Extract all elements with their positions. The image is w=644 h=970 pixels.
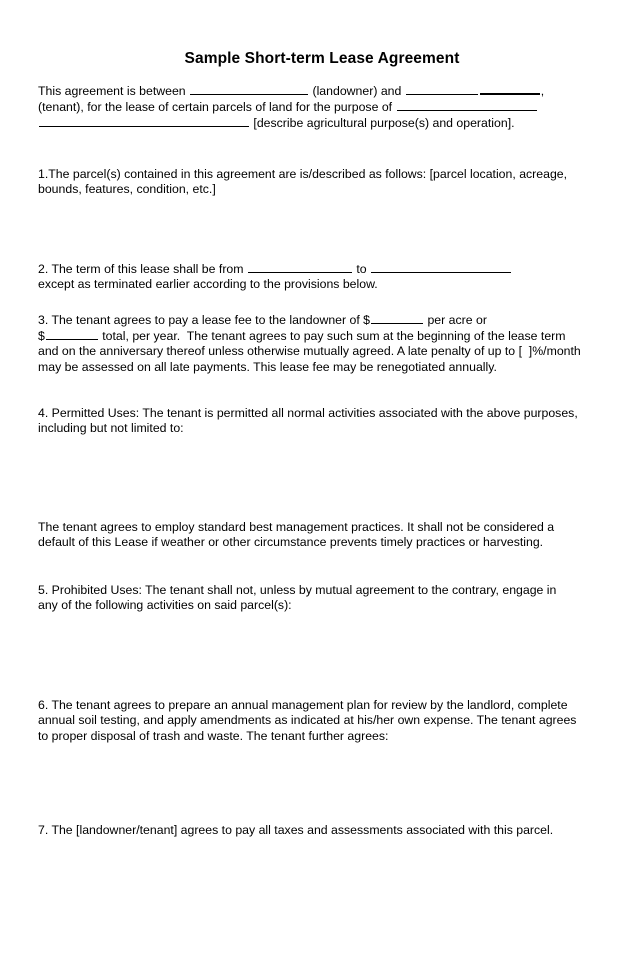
clause-3-per-acre: per acre or xyxy=(424,312,487,327)
landowner-name-blank[interactable] xyxy=(190,83,308,95)
fee-total-blank[interactable] xyxy=(46,328,98,340)
lease-end-date-blank[interactable] xyxy=(371,261,511,273)
intro-text-describe: [describe agricultural purpose(s) and operation]. xyxy=(250,116,515,131)
page-title: Sample Short-term Lease Agreement xyxy=(184,50,460,67)
clause-4-text: 4. Permitted Uses: The tenant is permitted all normal activities associated with the above purposes, including but not limited to: xyxy=(38,406,582,436)
clause-4-continuation-text: The tenant agrees to employ standard best management practices. It shall not be considered a default of this Lease if weather or other circumstance prevents timely practices or harvesting. xyxy=(38,520,558,550)
clause-6-text: 6. The tenant agrees to prepare an annual management plan for review by the landlord, complete annual soil testing, and apply amendments as indicated at his/her own expense. The tenant agrees to proper disposal of trash and waste. The tenant further agrees: xyxy=(38,698,580,743)
intro-text-landowner-label: (landowner) and xyxy=(309,83,405,98)
purpose-blank-line2[interactable] xyxy=(39,115,249,127)
clause-7-text: 7. The [landowner/tenant] agrees to pay all taxes and assessments associated with this parcel. xyxy=(38,823,554,837)
clause-5-text: 5. Prohibited Uses: The tenant shall not, unless by mutual agreement to the contrary, engage in any of the following activities on said parcel(s): xyxy=(38,583,560,613)
intro-text-before-landowner-blank: This agreement is between xyxy=(38,83,190,98)
intro-comma: , xyxy=(540,83,545,98)
clause-2-text xyxy=(38,261,588,292)
clause-3-lead: 3. The tenant agrees to pay a lease fee to the landowner of $ xyxy=(38,312,371,327)
intro-paragraph xyxy=(38,82,590,131)
lease-start-date-blank[interactable] xyxy=(248,261,352,273)
clause-2-lead: 2. The term of this lease shall be from xyxy=(38,261,247,276)
tenant-name-blank-part2[interactable] xyxy=(480,82,540,95)
clause-3-tail: total, per year. The tenant agrees to pay such sum at the beginning of the lease term and on the anniversary thereof unless otherwise mutually agreed. A late penalty of up to [ ]%/month may be assessed on all late payments. This lease fee may be renegotiated annually. xyxy=(38,328,585,374)
intro-text-tenant-line: (tenant), for the lease of certain parcels of land for the purpose of xyxy=(38,99,396,114)
clause-3-dollar-sign: $ xyxy=(38,328,45,343)
fee-per-acre-blank[interactable] xyxy=(371,312,423,324)
clause-1-text: 1.The parcel(s) contained in this agreement are is/described as follows: [parcel location, acreage, bounds, features, condition, etc.] xyxy=(38,167,571,197)
purpose-blank-line1[interactable] xyxy=(397,99,537,111)
clause-2-tail: except as terminated earlier according to the provisions below. xyxy=(38,277,378,292)
clause-3-text xyxy=(38,312,588,375)
tenant-name-blank-part1[interactable] xyxy=(406,83,478,95)
clause-2-to: to xyxy=(352,261,371,276)
